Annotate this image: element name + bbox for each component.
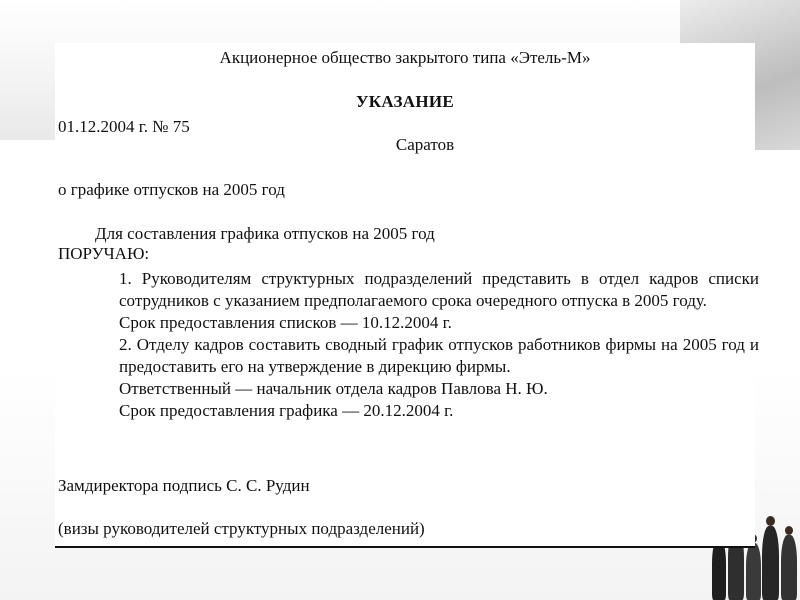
visas-line: (визы руководителей структурных подразделений) <box>58 519 425 538</box>
document-title: УКАЗАНИЕ <box>355 92 455 111</box>
document-sheet <box>55 43 759 548</box>
document-subject: о графике отпусков на 2005 год <box>58 180 285 199</box>
date-number: 01.12.2004 г. № 75 <box>58 117 190 136</box>
order-item: 1. Руководителям структурных подразделений представить в отдел кадров списки сотрудников с указанием предполагаемого срока очередного отпуска в 2005 году. <box>119 269 759 310</box>
order-items <box>119 268 759 422</box>
city: Саратов <box>395 135 455 154</box>
intro-text: Для составления графика отпусков на 2005 год <box>95 224 435 243</box>
order-item: 2. Отделу кадров составить сводный график отпусков работников фирмы на 2005 год и предоставить его на утверждение в дирекцию фирмы. <box>119 335 759 376</box>
order-item: Срок предоставления графика — 20.12.2004 г. <box>119 401 454 420</box>
signature-line: Замдиректора подпись С. С. Рудин <box>58 476 310 495</box>
order-item: Срок предоставления списков — 10.12.2004 г. <box>119 313 452 332</box>
order-word: ПОРУЧАЮ: <box>58 244 150 263</box>
document-bottom-rule <box>55 546 755 548</box>
order-item: Ответственный — начальник отдела кадров Павлова Н. Ю. <box>119 379 548 398</box>
organization-name: Акционерное общество закрытого типа «Этель-М» <box>219 48 591 67</box>
